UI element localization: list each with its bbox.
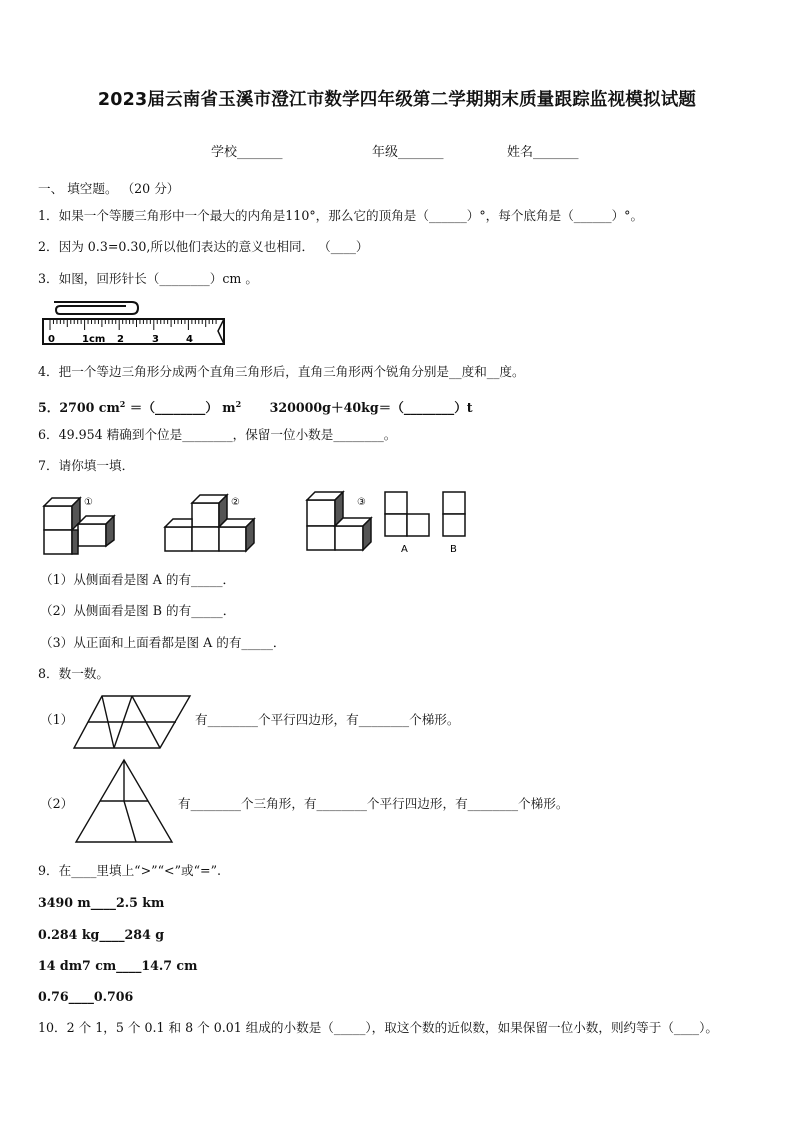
grade-field: 年级_______ [372, 145, 444, 160]
q5-part3: 320000g＋40kg＝（________）t [269, 400, 473, 416]
ruler-label-4: 4 [186, 334, 193, 345]
school-field: 学校_______ [211, 145, 283, 160]
q5-sup2: 2 [235, 399, 242, 409]
ruler-figure [40, 296, 230, 350]
question-10: 10．2 个 1，5 个 0.1 和 8 个 0.01 组成的小数是（_____），取这个数的近似数，如果保留一位小数，则约等于（____）。 [38, 1020, 718, 1035]
triangle-figure [74, 758, 174, 844]
q8-sub2-text: 有________个三角形，有________个平行四边形，有________个梯形。 [178, 796, 569, 811]
view-a [385, 492, 429, 536]
q9-item-2: 0.284 kg____284 g [38, 927, 165, 942]
figure-1-mark: ① [84, 497, 93, 508]
q5-sup1: 2 [119, 399, 126, 409]
view-a-label: A [401, 544, 408, 555]
page-title: 2023届云南省玉溪市澄江市数学四年级第二学期期末质量跟踪监视模拟试题 [97, 90, 697, 110]
question-8: 8．数一数。 [38, 666, 109, 681]
q9-item-3: 14 dm7 cm____14.7 cm [38, 958, 198, 973]
q5-part1: 5．2700 cm [38, 400, 120, 416]
question-9: 9．在____里填上“>”“<”或“=”. [38, 863, 222, 878]
question-7: 7．请你填一填． [38, 458, 135, 473]
q8-sub2-label: （2） [40, 796, 74, 811]
q7-sub-3: （3）从正面和上面看都是图 A 的有_____． [40, 635, 286, 650]
ruler-label-3: 3 [152, 334, 159, 345]
view-b [443, 492, 465, 536]
figure-2-mark: ② [231, 497, 240, 508]
q9-item-1: 3490 m____2.5 km [38, 895, 165, 910]
q9-item-4: 0.76____0.706 [38, 989, 134, 1004]
cube-figure-1 [44, 498, 114, 554]
question-4: 4．把一个等边三角形分成两个直角三角形后，直角三角形两个锐角分别是__度和__度。 [38, 364, 525, 379]
question-2: 2．因为 0.3=0.30,所以他们表达的意义也相同． （____） [38, 239, 369, 254]
q7-sub-2: （2）从侧面看是图 B 的有_____． [40, 603, 236, 618]
cube-figures [40, 492, 480, 562]
name-field: 姓名_______ [507, 145, 579, 160]
ruler-label-2: 2 [117, 334, 124, 345]
question-3: 3．如图，回形针长（________）cm 。 [38, 271, 258, 286]
question-5 [38, 395, 473, 417]
q5-part2: ＝（________） m [125, 400, 236, 416]
view-b-label: B [450, 544, 457, 555]
question-1: 1．如果一个等腰三角形中一个最大的内角是110°，那么它的顶角是（______）°，每个底角是（______）°。 [38, 208, 644, 223]
question-6: 6．49.954 精确到个位是________，保留一位小数是________。 [38, 427, 397, 442]
ruler-label-0: 0 [48, 334, 55, 345]
cube-figure-2 [165, 495, 254, 551]
q7-sub-1: （1）从侧面看是图 A 的有_____． [40, 572, 236, 587]
q8-sub1-label: （1） [40, 712, 74, 727]
q8-sub1-text: 有________个平行四边形，有________个梯形。 [195, 712, 460, 727]
paperclip-icon [54, 302, 138, 314]
ruler-label-1: 1cm [82, 334, 106, 345]
parallelogram-figure [72, 694, 192, 750]
section-heading: 一、 填空题。 （20 分） [38, 181, 180, 196]
figure-3-mark: ③ [357, 497, 366, 508]
